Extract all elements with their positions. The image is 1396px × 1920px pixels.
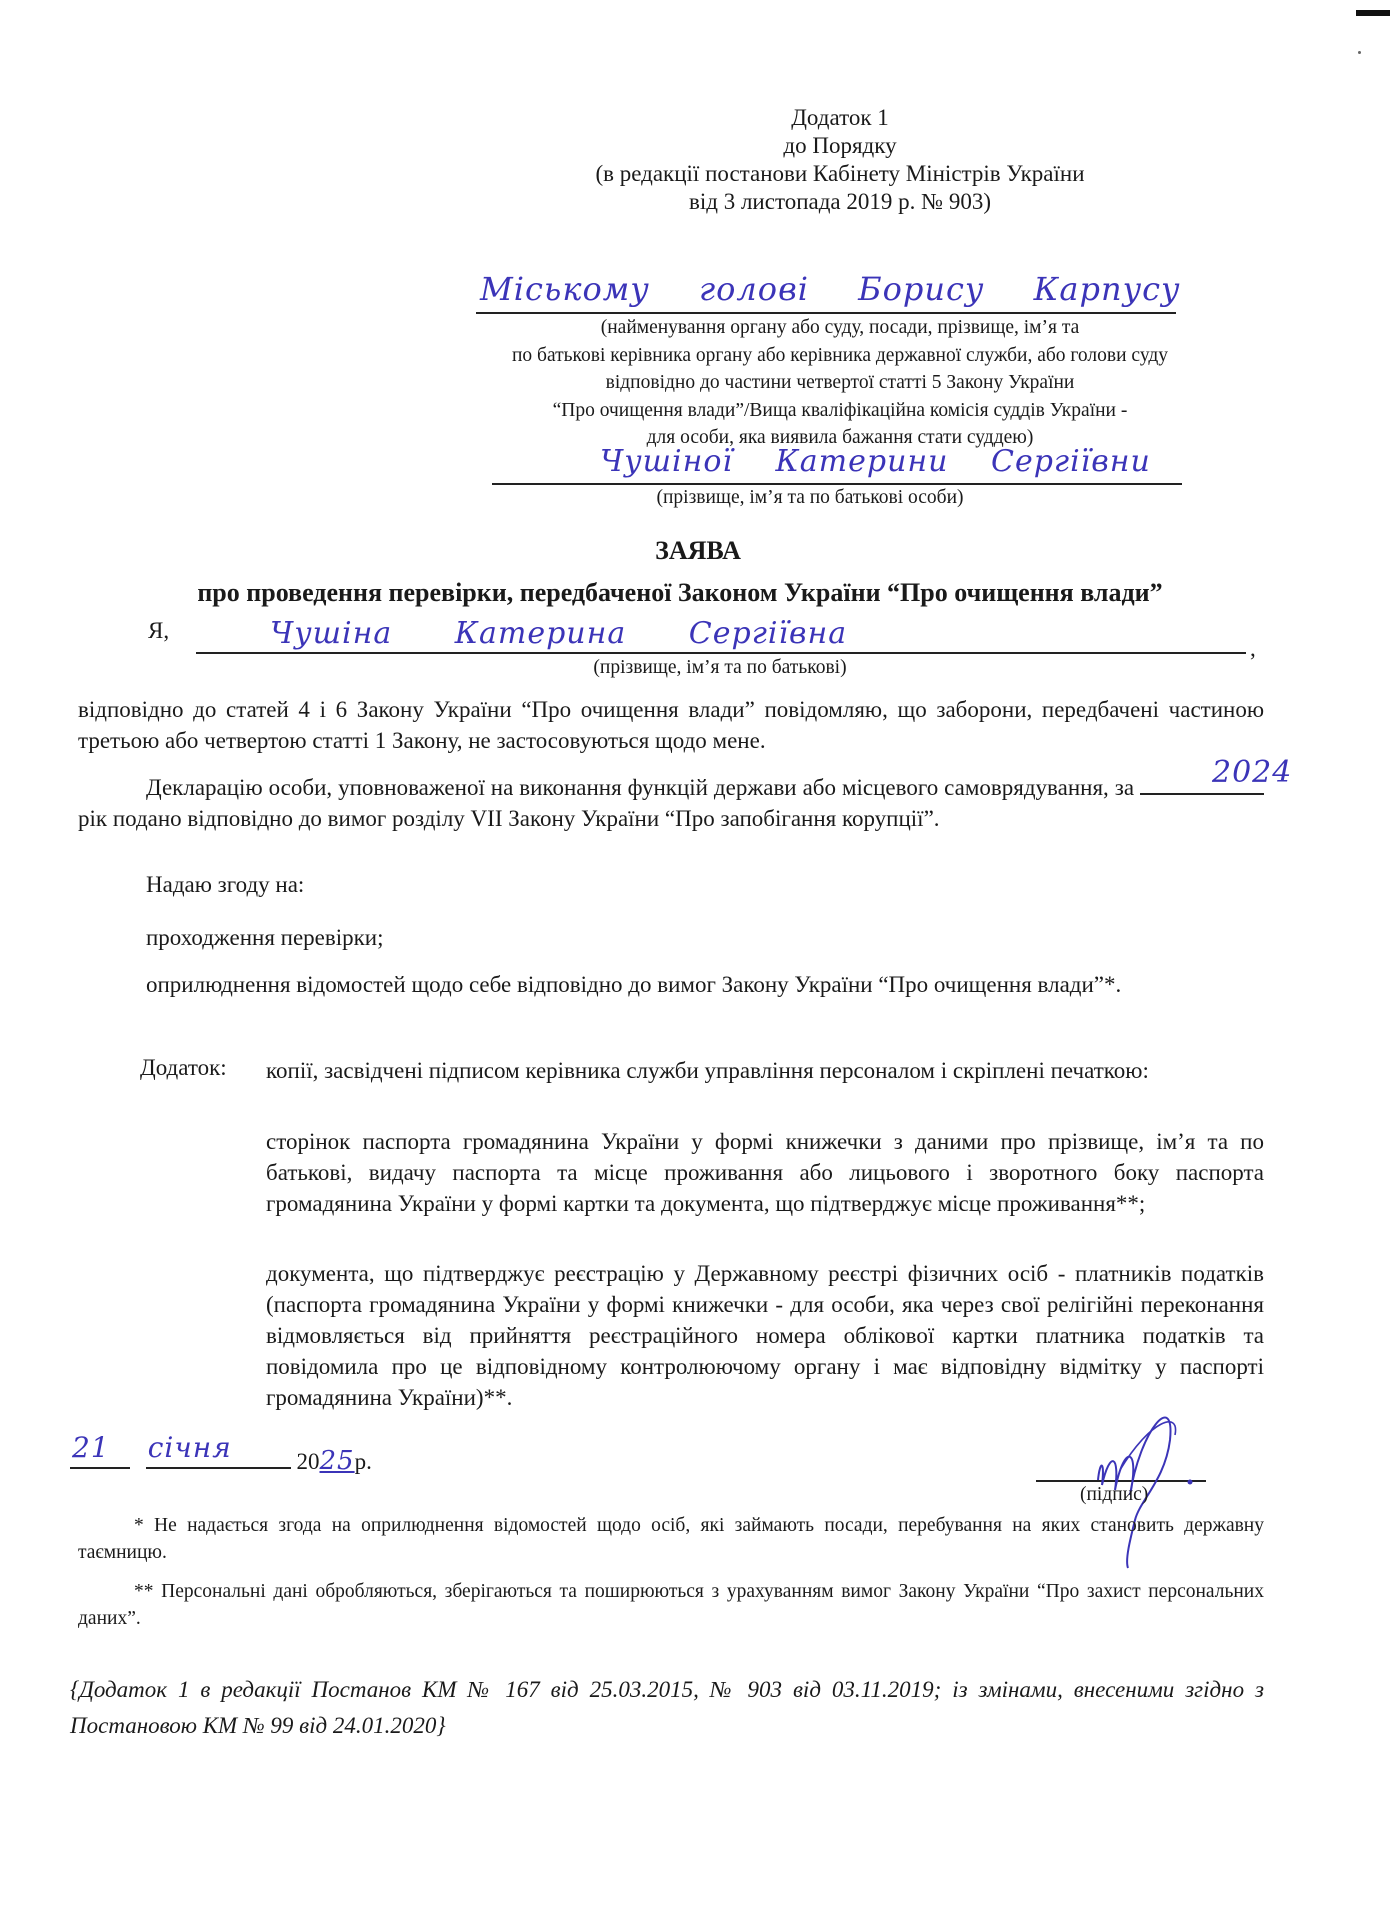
consent-heading: Надаю згоду на: [146,872,305,897]
date-year-postfix: р. [354,1449,372,1474]
footnote: * Не надається згода на оприлюднення відомостей щодо осіб, які займають посади, перебування на яких становить державну таємницю. [78,1515,1264,1563]
declaration-year-handwritten: 2024 [1212,755,1293,790]
header-line: від 3 листопада 2019 р. № 903) [689,189,991,214]
self-suffix: , [1250,636,1256,661]
caption-line: “Про очищення влади”/Вища кваліфікаційна комісія суддів України - [552,399,1128,421]
caption-line: для особи, яка виявила бажання стати суддею) [646,427,1034,448]
applicant-from-caption: (прізвище, ім’я та по батькові особи) [656,487,964,508]
attachment-item: документа, що підтверджує реєстрацію у Державному реєстрі фізичних осіб - платників податків (паспорта громадянина України у формі книжечки - для особи, яка через свої релігійні переконання відмовляється від прийняття реєстраційного номера облікової картки платника податків та повідомила про це відповідному контролюючому органу і має відповідну відмітку у паспорті громадянина України)**. [266,1261,1264,1410]
consent-item: проходження перевірки; [146,925,384,950]
attachment-item: копії, засвідчені підписом керівника служби управління персоналом і скріплені печаткою: [266,1058,1149,1083]
declaration-text-before: Декларацію особи, уповноваженої на виконання функцій держави або місцевого самоврядування, за [146,775,1135,800]
scan-artifact-dot [1358,51,1361,54]
declaration-year-field [1140,755,1293,795]
addressee-caption [440,314,1240,452]
caption-line: відповідно до частини четвертої статті 5 Закону України [605,372,1075,393]
date-day-field [70,1431,130,1469]
date-row [70,1431,372,1476]
signature-caption: (підпис) [1080,1484,1149,1505]
self-name-handwritten: Чушіна Катерина Сергіївна [270,616,848,651]
header-line: (в редакції постанови Кабінету Міністрів України [595,161,1085,186]
paragraph-statement: відповідно до статей 4 і 6 Закону України “Про очищення влади” повідомляю, що заборони, передбачені частиною третьою або четвертою статті 1 Закону, не застосовуються щодо мене. [78,697,1264,753]
declaration-text-after: рік подано відповідно до вимог розділу VII Закону України “Про запобігання корупції”. [78,806,940,831]
self-prefix: Я, [148,618,170,643]
appendix-header [520,104,1160,216]
consent-item: оприлюднення відомостей щодо себе відповідно до вимог Закону України “Про очищення влади”*. [146,972,1122,997]
paragraph-declaration [78,755,1293,834]
date-month-field [146,1431,291,1469]
document-title: ЗАЯВА [655,536,741,565]
caption-line: по батькові керівника органу або керівника державної служби, або голови суду [511,344,1169,366]
document-subtitle: про проведення перевірки, передбаченої Законом України “Про очищення влади” [197,578,1163,607]
edition-note: {Додаток 1 в редакції Постанов КМ № 167 від 25.03.2015, № 903 від 03.11.2019; із змінами, внесеними згідно з Постановою КМ № 99 від 24.01.2020} [70,1677,1264,1738]
attachment-item: сторінок паспорта громадянина України у формі книжечки з даними про прізвище, ім’я та по батькові, видачу паспорта та місце проживання або лицьового і зворотного боку паспорта громадянина України у формі картки та документа, що підтверджує місце проживання**; [266,1129,1264,1216]
scan-artifact-mark [1356,10,1390,16]
applicant-from-handwritten: Чушіної Катерини Сергіївни [600,444,1151,479]
attachments-label: Додаток: [140,1055,227,1080]
addressee-handwritten: Міському голові Борису Карпусу [480,270,1181,308]
date-month-handwritten: січня [147,1431,232,1464]
date-year-handwritten: 25 [319,1446,355,1476]
date-day-handwritten: 21 [72,1431,110,1464]
footnote: ** Персональні дані обробляються, зберігаються та поширюються з урахуванням вимог Закону України “Про захист персональних даних”. [78,1581,1264,1629]
caption-line: (найменування органу або суду, посади, прізвище, ім’я та [600,317,1080,338]
header-line: до Порядку [783,133,897,158]
date-year-prefix: 20 [296,1449,320,1474]
header-line: Додаток 1 [791,105,889,130]
self-name-caption: (прізвище, ім’я та по батькові) [593,657,847,678]
